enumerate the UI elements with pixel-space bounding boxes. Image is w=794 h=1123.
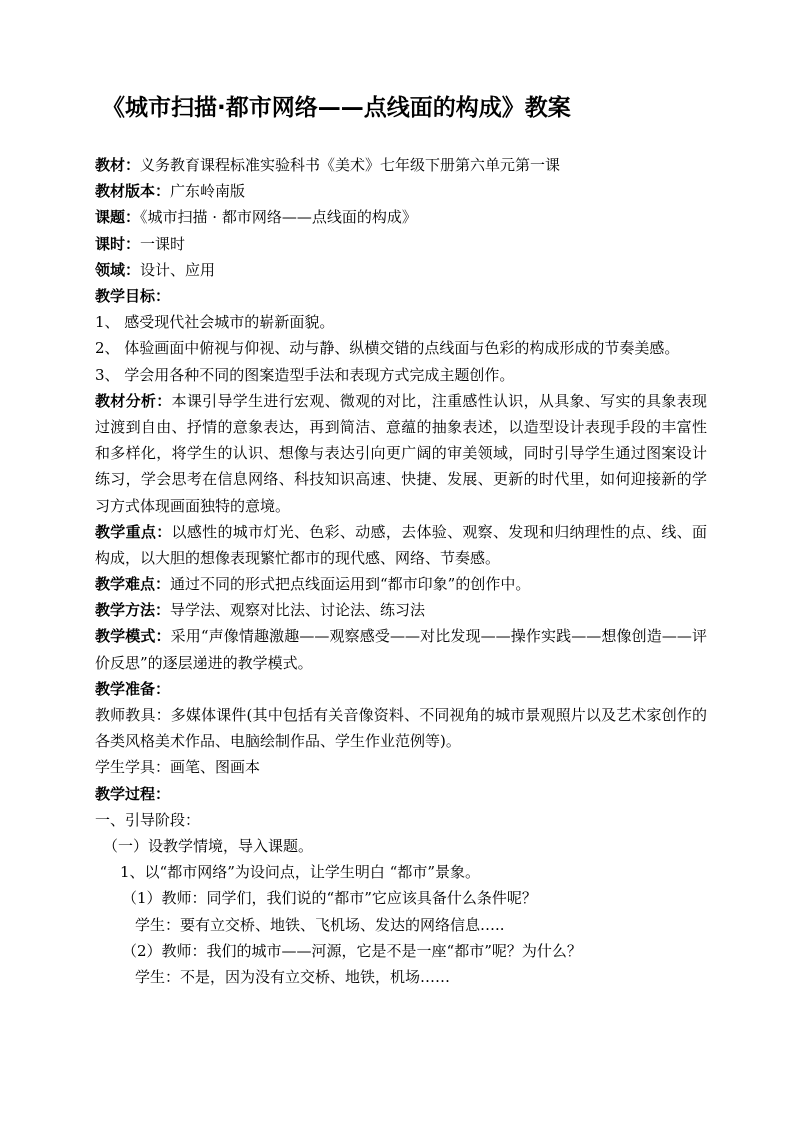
stage-heading: 一、引导阶段： — [95, 810, 201, 829]
analysis-label: 教材分析： — [95, 391, 172, 410]
mode-label: 教学模式： — [95, 627, 171, 646]
methods-line — [95, 597, 707, 623]
teacher-aids-paragraph: 教师教具：多媒体课件(其中包括有关音像资料、不同视角的城市景观照片以及艺术家创作的各类风格美术作品、电脑绘制作品、学生作业范例等)。 — [95, 706, 707, 751]
subsection-heading: （一）设教学情境，导入课题。 — [103, 837, 314, 856]
mode-text: 采用“声像情趣激趣——观察感受——对比发现——操作实践——想像创造——评价反思”的逐层递进的教学模式。 — [95, 627, 707, 672]
mode-paragraph — [95, 623, 707, 675]
difficulties-label: 教学难点： — [95, 575, 171, 594]
key-points-paragraph — [95, 519, 707, 571]
edition-value: 广东岭南版 — [170, 182, 246, 201]
key-points-text: 以感性的城市灯光、色彩、动感，去体验、观察、发现和归纳理性的点、线、面构成，以大胆的想像表现繁忙都市的现代感、网络、节奏感。 — [95, 522, 707, 567]
field-label: 领域： — [95, 260, 141, 279]
analysis-paragraph — [95, 388, 707, 519]
process-item: 1、以“都市网络”为设问点，让学生明白 “都市”景象。 — [120, 863, 480, 882]
student-answer: 学生：要有立交桥、地铁、飞机场、发达的网络信息….. — [135, 915, 505, 934]
textbook-line — [95, 152, 707, 178]
analysis-text: 本课引导学生进行宏观、微观的对比，注重感性认识，从具象、写实的具象表现过渡到自由、抒情的意象表达，再到简洁、意蕴的抽象表述，以造型设计表现手段的丰富性和多样化，将学生的认识、想像与表达引向更广阔的审美领域，同时引导学生通过图案设计练习，学会思考在信息网络、科技知识高速、快捷、发展、更新的时代里，如何迎接新的学习方式体现画面独特的意境。 — [95, 391, 707, 515]
teacher-question: （1）教师：同学们，我们说的“都市”它应该具备什么条件呢？ — [122, 889, 537, 908]
edition-label: 教材版本： — [95, 182, 171, 201]
difficulties-line — [95, 571, 707, 597]
student-answer: 学生：不是，因为没有立交桥、地铁，机场…… — [135, 967, 451, 986]
document-body — [95, 152, 707, 990]
textbook-value: 义务教育课程标准实验科书《美术》七年级下册第六单元第一课 — [140, 156, 561, 174]
teacher-question: （2）教师：我们的城市——河源，它是不是一座“都市”呢？为什么？ — [122, 941, 582, 960]
objective-item: 1、 感受现代社会城市的崭新面貌。 — [95, 313, 335, 332]
preparation-heading: 教学准备： — [95, 679, 171, 698]
methods-text: 导学法、观察对比法、讨论法、练习法 — [170, 601, 426, 620]
textbook-label: 教材： — [95, 156, 141, 174]
topic-line — [95, 204, 707, 230]
objective-item: 3、 学会用各种不同的图案造型手法和表现方式完成主题创作。 — [95, 365, 515, 384]
methods-label: 教学方法： — [95, 601, 171, 620]
objectives-heading: 教学目标： — [95, 286, 171, 305]
topic-value: 《城市扫描 · 都市网络——点线面的构成》 — [140, 208, 417, 227]
process-heading: 教学过程： — [95, 784, 171, 803]
field-value: 设计、应用 — [140, 260, 216, 279]
key-points-label: 教学重点： — [95, 522, 172, 541]
period-line — [95, 231, 707, 257]
edition-line — [95, 178, 707, 204]
topic-label: 课题： — [95, 208, 141, 227]
difficulties-text: 通过不同的形式把点线面运用到“都市印象”的创作中。 — [170, 575, 531, 594]
document-title: 《城市扫描·都市网络——点线面的构成》教案 — [102, 95, 571, 121]
period-label: 课时： — [95, 234, 141, 253]
field-line — [95, 257, 707, 283]
period-value: 一课时 — [140, 234, 186, 253]
objective-item: 2、 体验画面中俯视与仰视、动与静、纵横交错的点线面与色彩的构成形成的节奏美感。 — [95, 339, 680, 358]
student-aids-line: 学生学具：画笔、图画本 — [95, 758, 261, 777]
